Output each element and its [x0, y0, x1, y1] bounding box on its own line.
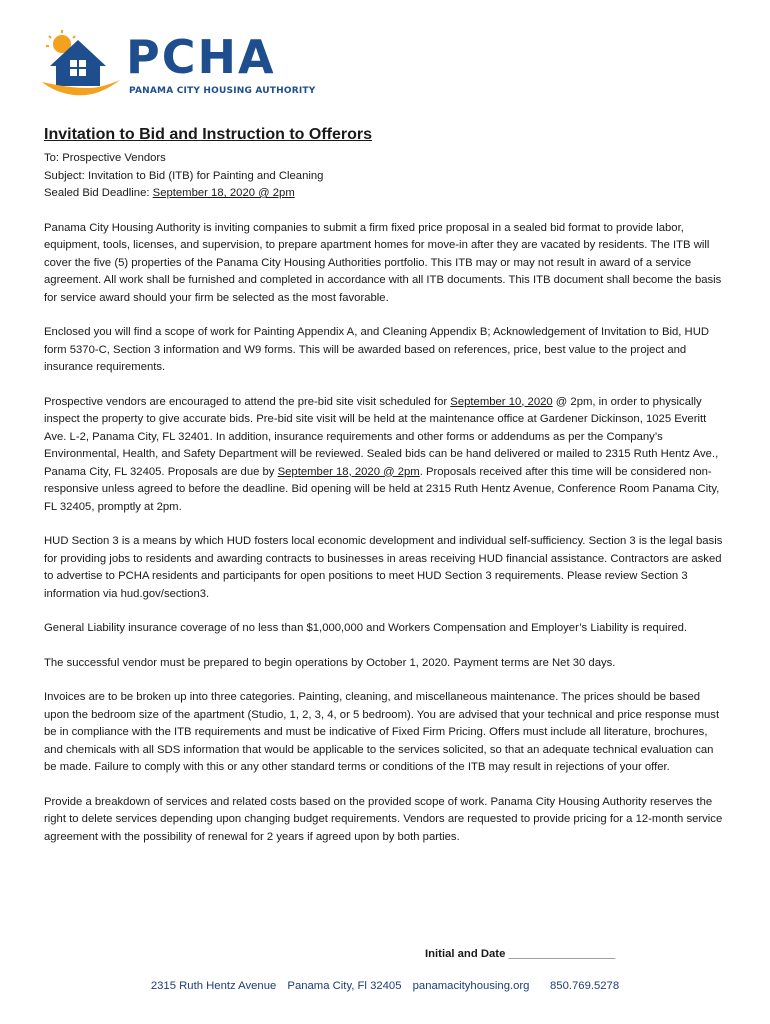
proposal-due-date: September 18, 2020 @ 2pm [277, 465, 420, 478]
site-visit-text-c: . Proposals received after this time will be considered non-responsive unless agreed to before the deadline. Bid opening will be held at 2315 Ruth Hentz Avenue, Conference Room Panama City, FL 32405, promptly at 2pm. [44, 465, 720, 513]
footer-phone: 850.769.5278 [550, 980, 620, 992]
footer [0, 980, 770, 992]
initial-and-date: Initial and Date _________________ [425, 948, 616, 960]
paragraph-enclosures: Enclosed you will find a scope of work for Painting Appendix A, and Cleaning Appendix B; Acknowledgement of Invitation to Bid, HUD form 5370-C, Section 3 information and W9 forms. This will be awarded based on references, price, best value to the project and insurance requirements. [44, 326, 710, 373]
footer-city: Panama City, Fl 32405 [287, 980, 402, 992]
paragraph-insurance: General Liability insurance coverage of no less than $1,000,000 and Workers Compensation and Employer’s Liability is required. [44, 622, 688, 634]
deadline-line [44, 185, 724, 203]
site-visit-date: September 10, 2020 [450, 395, 553, 408]
page-title: Invitation to Bid and Instruction to Offerors [44, 126, 372, 143]
deadline-value: September 18, 2020 @ 2pm [152, 187, 295, 199]
paragraph-operations: The successful vendor must be prepared to begin operations by October 1, 2020. Payment terms are Net 30 days. [44, 656, 616, 669]
site-visit-text-b: @ 2pm, in order to physically inspect the property to give accurate bids. Pre-bid site visit will be held at the maintenance office at Gardener Dickinson, 1025 Everitt Ave. L-2, Panama City, FL 32401. In addition, insurance requirements and other forms or addendums as per the Company’s Environmental, Health, and Safety Department will be reviewed. Sealed bids can be hand delivered or mailed to 2315 Ruth Hentz Ave., Panama City, FL 32405. Proposals are due by [44, 395, 719, 478]
paragraph-breakdown: Provide a breakdown of services and related costs based on the provided scope of work. Panama City Housing Authority reserves the right to delete services depending upon changing budget requirements. Vendors are requested to provide pricing for a 12-month service agreement with the possibility of renewal for 2 years if agreed upon by both parties. [44, 795, 723, 843]
paragraph-intro: Panama City Housing Authority is inviting companies to submit a firm fixed price proposal in a sealed bid format to provide labor, equipment, tools, licenses, and supervision, to prepare apartment homes for move-in after they are vacated by residents. The ITB will cover the five (5) properties of the Panama City Housing Authorities portfolio. This ITB may or may not result in award of a service agreement. All work shall be furnished and completed in accordance with all ITB documents. This ITB document shall become the basis for service award should your firm be selected as the most favorable. [44, 221, 722, 304]
subject-line: Subject: Invitation to Bid (ITB) for Painting and Cleaning [44, 169, 324, 182]
logo-subtitle: PANAMA CITY HOUSING AUTHORITY [129, 86, 316, 96]
site-visit-text-a: Prospective vendors are encouraged to attend the pre-bid site visit scheduled for [44, 395, 451, 408]
footer-website: panamacityhousing.org [412, 980, 530, 992]
paragraph-invoices: Invoices are to be broken up into three categories. Painting, cleaning, and miscellaneous maintenance. The prices should be based upon the bedroom size of the apartment (Studio, 1, 2, 3, 4, or 5 bedroom). You are advised that your technical and price response must be in compliance with the ITB requirements and must be indicative of Fixed Firm Pricing. Offers must include all literature, brochures, and chemicals with all SDS information that would be applicable to the services solicited, so that an adequate technical evaluation can be made. Failure to comply with this or any other standard terms or conditions of the ITB may result in rejections of your offer. [44, 691, 720, 773]
to-line: To: Prospective Vendors [44, 152, 166, 164]
logo-wordmark: PCHA [126, 30, 276, 84]
paragraph-section3: HUD Section 3 is a means by which HUD fosters local economic development and individual self-sufficiency. Section 3 is the legal basis for providing jobs to residents and awarding contracts to businesses in areas receiving HUD financial assistance. Contractors are asked to advertise to PCHA residents and participants for open positions to meet HUD Section 3 requirements. Please review Section 3 information via hud.gov/section3. [44, 535, 723, 600]
house-logo-icon [40, 30, 130, 100]
deadline-label: Sealed Bid Deadline: [44, 187, 153, 199]
paragraph-site-visit [44, 394, 724, 517]
footer-address: 2315 Ruth Hentz Avenue [150, 980, 277, 992]
letter-body [44, 124, 724, 846]
